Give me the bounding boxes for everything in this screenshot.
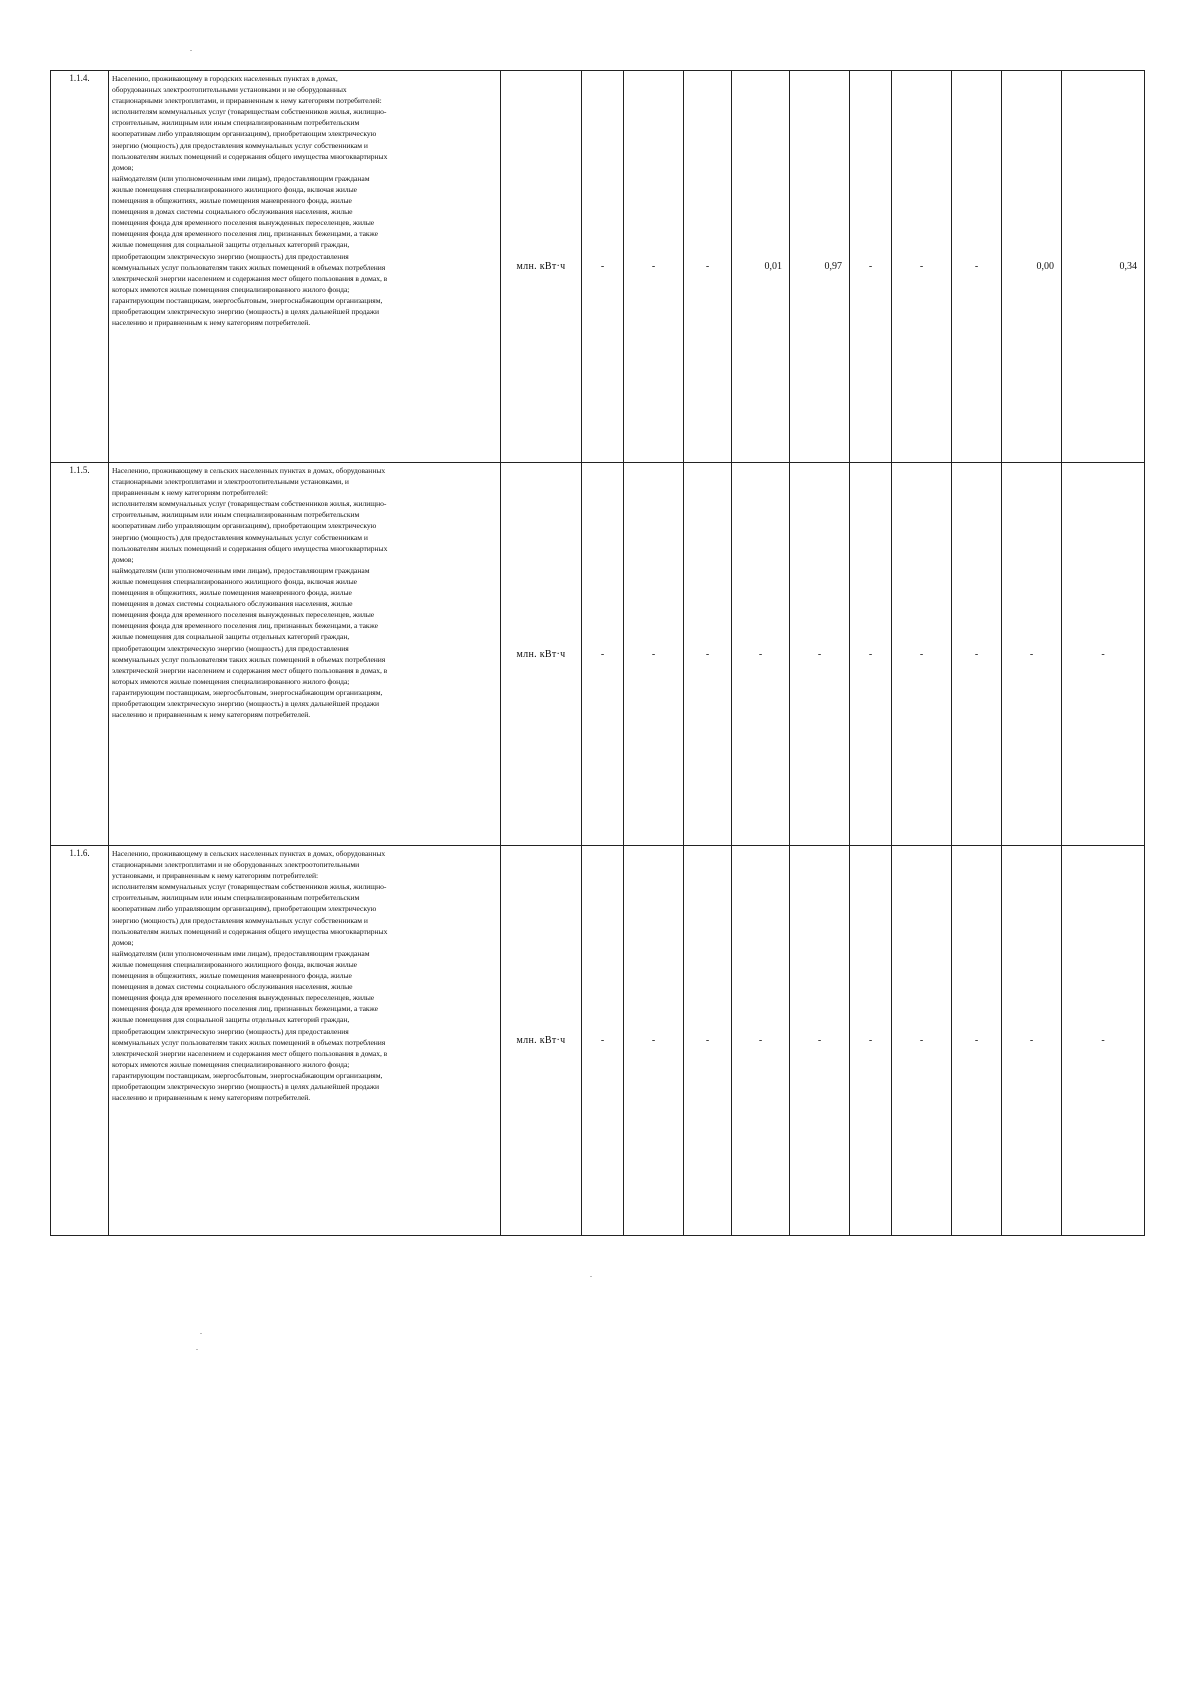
description-line: гарантирующим поставщикам, энергосбытовым, энергоснабжающим организациям, [112, 295, 383, 305]
description-line: стационарными электроплитами и электроотопительными установками, и [112, 477, 349, 487]
description-line: установками, и приравненным к нему категориям потребителей: [112, 871, 319, 881]
value-cell: - [732, 463, 790, 846]
value-cell: - [952, 71, 1002, 463]
row-number: 1.1.5. [51, 463, 109, 846]
description-line: помещения в домах системы социального обслуживания населения, жилые [112, 599, 353, 609]
description-line: жилые помещения для социальной защиты отдельных категорий граждан, [112, 1015, 350, 1025]
description-line: электрической энергии населением и содержания мест общего пользования в домах, в [112, 1048, 388, 1058]
scan-speck [196, 1349, 198, 1350]
value-cell: - [850, 846, 892, 1236]
description-line: пользователям жилых помещений и содержания общего имущества многоквартирных [112, 543, 388, 553]
description-line: помещения в общежитиях, жилые помещения маневренного фонда, жилые [112, 196, 352, 206]
description-line: помещения в общежитиях, жилые помещения маневренного фонда, жилые [112, 971, 352, 981]
value-cell: - [1002, 463, 1062, 846]
description-line: энергию (мощность) для предоставления коммунальных услуг собственникам и [112, 532, 368, 542]
description-line: жилые помещения для социальной защиты отдельных категорий граждан, [112, 632, 350, 642]
value-cell: - [892, 71, 952, 463]
description-line: помещения фонда для временного поселения вынужденных переселенцев, жилые [112, 993, 375, 1003]
description-line: помещения фонда для временного поселения лиц, признанных беженцами, а также [112, 621, 378, 631]
description-line: строительным, жилищным или иным специализированным потребительским [112, 118, 360, 128]
description-line: энергию (мощность) для предоставления коммунальных услуг собственникам и [112, 915, 368, 925]
description-line: коммунальных услуг пользователям таких жилых помещений в объемах потребления [112, 654, 386, 664]
description-line: приобретающим электрическую энергию (мощность) для предоставления [112, 1026, 349, 1036]
description-line: Населению, проживающему в городских населенных пунктах в домах, [112, 74, 338, 83]
description-line: приобретающим электрическую энергию (мощность) в целях дальнейшей продажи [112, 306, 379, 316]
description-line: помещения фонда для временного поселения вынужденных переселенцев, жилые [112, 218, 375, 228]
value-cell: - [790, 463, 850, 846]
description-line: стационарными электроплитами и не оборудованных электроотопительными [112, 860, 360, 870]
row-number: 1.1.6. [51, 846, 109, 1236]
description-line: строительным, жилищным или иным специализированным потребительским [112, 893, 360, 903]
description-line: наймодателям (или уполномоченным ими лицам), предоставляющим гражданам [112, 565, 370, 575]
value-cell: - [624, 71, 684, 463]
description-line: приравненным к нему категориям потребителей: [112, 488, 268, 498]
value-cell: - [732, 846, 790, 1236]
description-line: наймодателям (или уполномоченным ими лицам), предоставляющим гражданам [112, 173, 370, 183]
description-line: жилые помещения специализированного жилищного фонда, включая жилые [112, 184, 357, 194]
value-cell: - [684, 846, 732, 1236]
description-line: гарантирующим поставщикам, энергосбытовым, энергоснабжающим организациям, [112, 1070, 383, 1080]
value-cell: - [892, 846, 952, 1236]
description-line: кооперативам либо управляющим организациям), приобретающим электрическую [112, 129, 377, 139]
tariff-table [50, 70, 1145, 1236]
table-row [51, 846, 1145, 1236]
table-body [51, 71, 1145, 1236]
description-line: которых имеются жилые помещения специализированного жилого фонда; [112, 1059, 350, 1069]
value-cell: - [684, 463, 732, 846]
value-cell: 0,34 [1062, 71, 1145, 463]
description-line: кооперативам либо управляющим организациям), приобретающим электрическую [112, 904, 377, 914]
description-line: наймодателям (или уполномоченным ими лицам), предоставляющим гражданам [112, 948, 370, 958]
value-cell: - [582, 463, 624, 846]
description-line: домов; [112, 162, 134, 172]
row-description [109, 463, 501, 846]
value-cell: - [952, 463, 1002, 846]
value-cell: 0,97 [790, 71, 850, 463]
value-cell: - [952, 846, 1002, 1236]
value-cell: - [790, 846, 850, 1236]
description-line: жилые помещения специализированного жилищного фонда, включая жилые [112, 959, 357, 969]
value-cell: 0,01 [732, 71, 790, 463]
value-cell: - [850, 71, 892, 463]
description-line: Населению, проживающему в сельских населенных пунктах в домах, оборудованных [112, 849, 386, 858]
scan-speck [200, 1333, 202, 1334]
description-line: населению и приравненным к нему категориям потребителей. [112, 710, 311, 720]
description-line: приобретающим электрическую энергию (мощность) для предоставления [112, 643, 349, 653]
description-line: которых имеются жилые помещения специализированного жилого фонда; [112, 676, 350, 686]
description-line: электрической энергии населением и содержания мест общего пользования в домах, в [112, 273, 388, 283]
description-line: жилые помещения специализированного жилищного фонда, включая жилые [112, 576, 357, 586]
description-line: населению и приравненным к нему категориям потребителей. [112, 1093, 311, 1103]
scan-speck [590, 1276, 592, 1277]
table-row [51, 463, 1145, 846]
description-line: населению и приравненным к нему категориям потребителей. [112, 318, 311, 328]
value-cell: - [1062, 846, 1145, 1236]
row-description [109, 846, 501, 1236]
value-cell: 0,00 [1002, 71, 1062, 463]
description-line: приобретающим электрическую энергию (мощность) в целях дальнейшей продажи [112, 1081, 379, 1091]
description-line: коммунальных услуг пользователям таких жилых помещений в объемах потребления [112, 262, 386, 272]
value-cell: - [684, 71, 732, 463]
description-line: помещения фонда для временного поселения вынужденных переселенцев, жилые [112, 610, 375, 620]
description-line: которых имеются жилые помещения специализированного жилого фонда; [112, 284, 350, 294]
table-row [51, 71, 1145, 463]
unit-cell: млн. кВт·ч [501, 846, 582, 1236]
value-cell: - [582, 846, 624, 1236]
description-line: помещения в домах системы социального обслуживания населения, жилые [112, 207, 353, 217]
description-line: пользователям жилых помещений и содержания общего имущества многоквартирных [112, 151, 388, 161]
value-cell: - [1002, 846, 1062, 1236]
description-line: помещения в общежитиях, жилые помещения маневренного фонда, жилые [112, 588, 352, 598]
value-cell: - [850, 463, 892, 846]
value-cell: - [624, 463, 684, 846]
description-line: помещения фонда для временного поселения лиц, признанных беженцами, а также [112, 229, 378, 239]
description-line: исполнителям коммунальных услуг (товариществам собственников жилья, жилищно- [112, 499, 387, 509]
row-number: 1.1.4. [51, 71, 109, 463]
description-line: строительным, жилищным или иным специализированным потребительским [112, 510, 360, 520]
description-line: стационарными электроплитами, и приравненным к нему категориям потребителей: [112, 96, 382, 106]
description-line: кооперативам либо управляющим организациям), приобретающим электрическую [112, 521, 377, 531]
description-line: гарантирующим поставщикам, энергосбытовым, энергоснабжающим организациям, [112, 687, 383, 697]
description-line: энергию (мощность) для предоставления коммунальных услуг собственникам и [112, 140, 368, 150]
scan-speck [190, 50, 192, 51]
unit-cell: млн. кВт·ч [501, 71, 582, 463]
description-line: помещения фонда для временного поселения лиц, признанных беженцами, а также [112, 1004, 378, 1014]
description-line: помещения в домах системы социального обслуживания населения, жилые [112, 982, 353, 992]
value-cell: - [1062, 463, 1145, 846]
description-line: приобретающим электрическую энергию (мощность) в целях дальнейшей продажи [112, 698, 379, 708]
row-description [109, 71, 501, 463]
unit-cell: млн. кВт·ч [501, 463, 582, 846]
description-line: коммунальных услуг пользователям таких жилых помещений в объемах потребления [112, 1037, 386, 1047]
value-cell: - [892, 463, 952, 846]
description-line: домов; [112, 554, 134, 564]
description-line: исполнителям коммунальных услуг (товариществам собственников жилья, жилищно- [112, 107, 387, 117]
description-line: пользователям жилых помещений и содержания общего имущества многоквартирных [112, 926, 388, 936]
value-cell: - [582, 71, 624, 463]
description-line: домов; [112, 937, 134, 947]
description-line: жилые помещения для социальной защиты отдельных категорий граждан, [112, 240, 350, 250]
description-line: электрической энергии населением и содержания мест общего пользования в домах, в [112, 665, 388, 675]
value-cell: - [624, 846, 684, 1236]
description-line: Населению, проживающему в сельских населенных пунктах в домах, оборудованных [112, 466, 386, 475]
description-line: оборудованных электроотопительными установками и не оборудованных [112, 85, 347, 95]
description-line: исполнителям коммунальных услуг (товариществам собственников жилья, жилищно- [112, 882, 387, 892]
description-line: приобретающим электрическую энергию (мощность) для предоставления [112, 251, 349, 261]
